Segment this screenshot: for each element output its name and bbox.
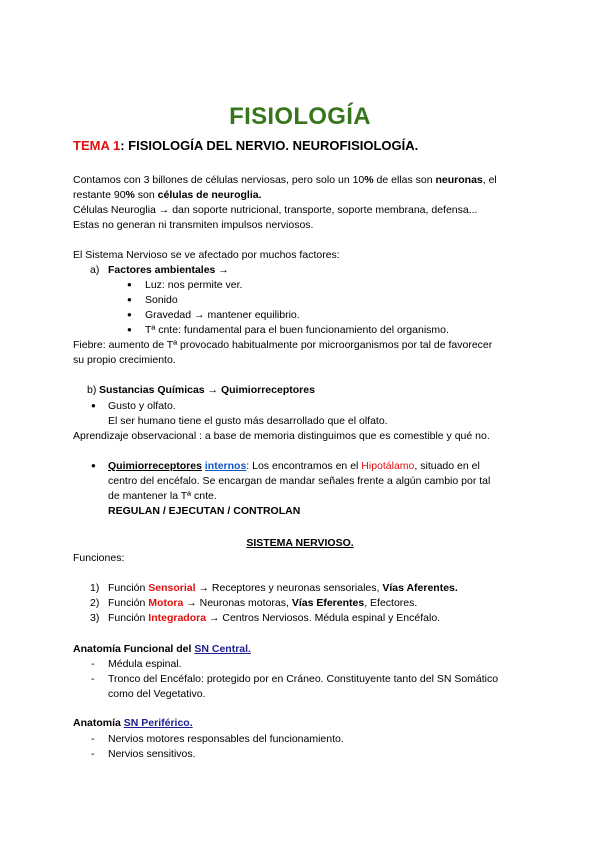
document-title: FISIOLOGÍA [229,103,371,130]
list-item: Gusto y olfato. [108,400,176,412]
heading-text: Anatomía [73,717,124,729]
anatomia-periferico-heading [73,716,193,730]
funcion-text: Función [108,582,149,594]
list-item: Nervios motores responsables del funcionamiento. [108,733,344,745]
funcion-text: → Receptores y neuronas sensoriales, [195,582,383,594]
bullet-icon: ● [91,461,96,470]
fiebre-line-2: su propio crecimiento. [73,354,176,366]
percent-sign: % [364,174,374,186]
funcion-key: Sensorial [148,582,196,594]
list-marker: 2) [90,597,100,609]
aprendizaje-line: Aprendizaje observacional : a base de memoria distinguimos que es comestible y qué no. [73,430,490,442]
sn-periferico-link[interactable]: SN Periférico. [123,717,193,729]
funcion-text: Función [108,597,149,609]
intro-text: son [134,189,158,201]
funcion-integradora [108,611,440,625]
funcion-sensorial [108,581,458,595]
intro-line-2 [73,188,262,202]
funcion-key: Motora [148,597,184,609]
quimio-text: , situado en el [414,460,480,472]
quimio-line-1 [108,459,480,473]
funcion-text: → Neuronas motoras, [183,597,292,609]
list-item-cont: como del Vegetativo. [108,688,206,700]
neuroglia-term: células de neuroglia. [157,189,262,201]
anatomia-central-heading [73,642,251,656]
intro-line-1 [73,173,497,187]
funcion-text: → Centros Nerviosos. Médula espinal y Encéfalo. [206,612,441,624]
list-marker: 1) [90,582,100,594]
list-item: Luz: nos permite ver. [145,279,243,291]
quimiorreceptores-term: Quimiorreceptores [108,460,202,472]
quimio-line-3: de mantener la Tª cnte. [108,490,217,502]
quimio-caps: REGULAN / EJECUTAN / CONTROLAN [108,505,301,517]
factors-ambientales: Factores ambientales → [108,264,229,276]
intro-line-4: Estas no generan ni transmiten impulsos nerviosos. [73,219,314,231]
hipotalamo-term: Hipotálamo [361,460,415,472]
bullet-icon: ● [127,280,132,289]
funciones-label: Funciones: [73,552,125,564]
funcion-key: Integradora [148,612,207,624]
fiebre-line-1: Fiebre: aumento de Tª provocado habitualmente por microorganismos por tal de favorecer [73,339,493,351]
bullet-icon: ● [91,401,96,410]
dash-icon: - [91,748,95,760]
intro-text: de ellas son [373,174,436,186]
internos-link[interactable]: internos [204,460,247,472]
dash-icon: - [91,673,95,685]
intro-text: Contamos con 3 billones de células nerviosas, pero solo un 10 [73,174,365,186]
funcion-text: , Efectores. [364,597,418,609]
list-item: Tronco del Encéfalo: protegido por en Cráneo. Constituyente tanto del SN Somático [108,673,499,685]
percent-sign: % [125,189,135,201]
intro-text: restante 90 [73,189,126,201]
funcion-motora [108,596,417,610]
intro-line-3: Células Neuroglia → dan soporte nutricional, transporte, soporte membrana, defensa... [73,204,478,216]
neuronas-term: neuronas [435,174,483,186]
sustancias-quimicas: Sustancias Químicas → Quimiorreceptores [99,384,315,396]
sn-heading: SISTEMA NERVIOSO. [246,537,354,549]
quimio-line-2: centro del encéfalo. Se encargan de mandar señales frente a algún cambio por tal [108,475,491,487]
list-item: Tª cnte: fundamental para el buen funcionamiento del organismo. [145,324,449,336]
funcion-bold: Vías Eferentes [291,597,365,609]
bullet-icon: ● [127,325,132,334]
funcion-text: Función [108,612,149,624]
list-marker: b) [87,384,97,396]
sn-central-link[interactable]: SN Central. [194,643,251,655]
quimio-text: : Los encontramos en el [246,460,362,472]
intro-text: , el [482,174,497,186]
bullet-icon: ● [127,310,132,319]
tema-title: : FISIOLOGÍA DEL NERVIO. NEUROFISIOLOGÍA. [120,138,419,153]
list-item: Médula espinal. [108,658,182,670]
factors-intro: El Sistema Nervioso se ve afectado por muchos factores: [73,249,340,261]
funcion-bold: Vías Aferentes. [382,582,458,594]
dash-icon: - [91,658,95,670]
tema-label: TEMA 1 [73,138,121,153]
list-marker: 3) [90,612,100,624]
dash-icon: - [91,733,95,745]
heading-text: Anatomía Funcional del [73,643,195,655]
list-item: Sonido [145,294,178,306]
list-marker: a) [90,264,100,276]
bullet-icon: ● [127,295,132,304]
tema-heading [73,139,418,153]
list-item-note: El ser humano tiene el gusto más desarrollado que el olfato. [108,415,388,427]
list-item: Nervios sensitivos. [108,748,196,760]
list-item: Gravedad → mantener equilibrio. [145,309,300,321]
